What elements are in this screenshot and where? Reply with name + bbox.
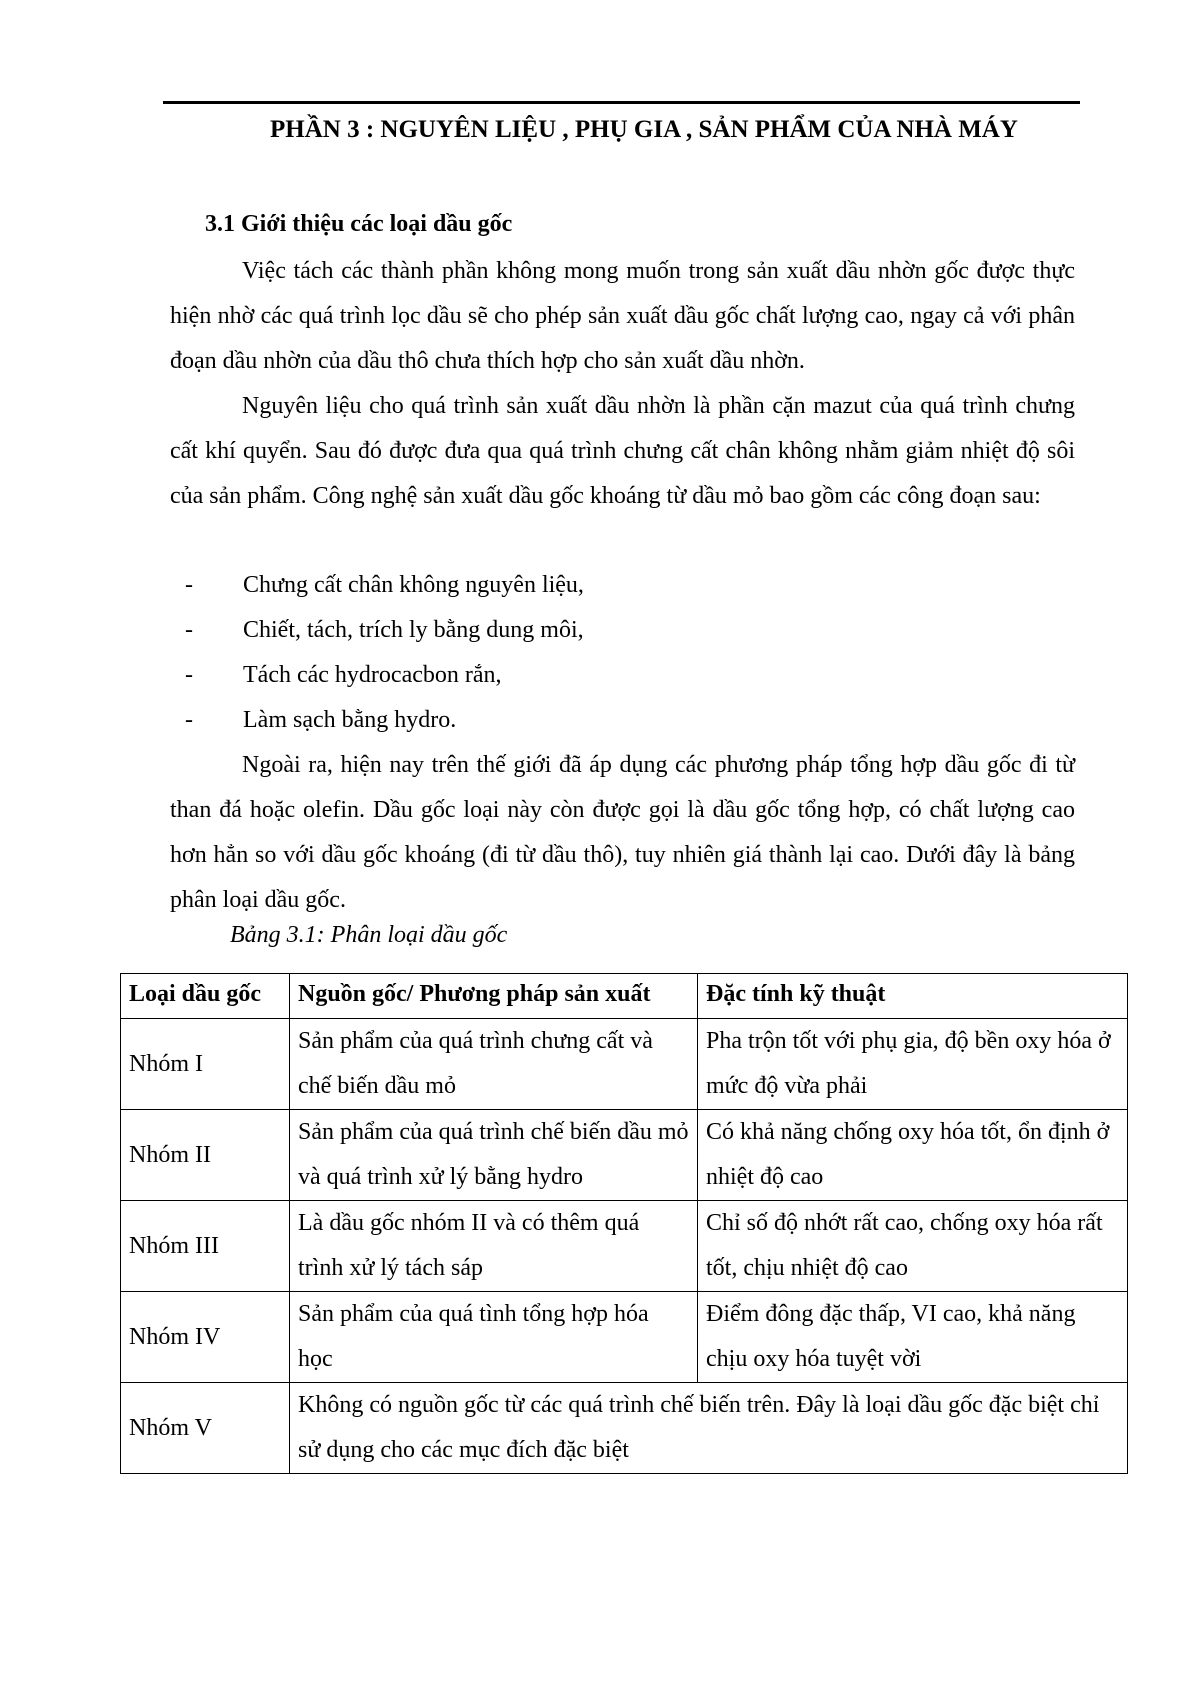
- table-row: [121, 1383, 1128, 1474]
- table-row: [121, 1110, 1128, 1201]
- section-heading: 3.1 Giới thiệu các loại dầu gốc: [205, 211, 513, 237]
- column-header-origin: Nguồn gốc/ Phương pháp sản xuất: [290, 974, 698, 1019]
- list-item-text: Chưng cất chân không nguyên liệu,: [243, 572, 584, 598]
- cell-group: Nhóm V: [121, 1383, 290, 1474]
- cell-properties: Có khả năng chống oxy hóa tốt, ổn định ở nhiệt độ cao: [698, 1110, 1128, 1201]
- cell-group: Nhóm III: [121, 1201, 290, 1292]
- paragraph-2-text: Nguyên liệu cho quá trình sản xuất dầu nhờn là phần cặn mazut của quá trình chưng cất khí quyển. Sau đó được đưa qua quá trình chưng cất chân không nhằm giảm nhiệt độ sôi của sản phẩm. Công nghệ sản xuất dầu gốc khoáng từ dầu mỏ bao gồm các công đoạn sau:: [170, 393, 1075, 509]
- list-marker: -: [185, 707, 193, 733]
- page-title: PHẦN 3 : NGUYÊN LIỆU , PHỤ GIA , SẢN PHẨM CỦA NHÀ MÁY: [270, 116, 1018, 143]
- paragraph-3: [170, 743, 1075, 923]
- process-steps-list: [170, 563, 584, 743]
- list-item: [170, 698, 584, 743]
- paragraph-3-text: Ngoài ra, hiện nay trên thế giới đã áp dụng các phương pháp tổng hợp dầu gốc đi từ than đá hoặc olefin. Dầu gốc loại này còn được gọi là dầu gốc tổng hợp, có chất lượng cao hơn hẳn so với dầu gốc khoáng (đi từ dầu thô), tuy nhiên giá thành lại cao. Dưới đây là bảng phân loại dầu gốc.: [170, 752, 1075, 913]
- header-rule: [163, 101, 1080, 104]
- list-item: [170, 608, 584, 653]
- column-header-type: Loại dầu gốc: [121, 974, 290, 1019]
- table-row: [121, 1201, 1128, 1292]
- column-header-properties: Đặc tính kỹ thuật: [698, 974, 1128, 1019]
- table-header-row: [121, 974, 1128, 1019]
- table-row: [121, 1019, 1128, 1110]
- base-oil-classification-table: [120, 973, 1128, 1474]
- table-caption: Bảng 3.1: Phân loại dầu gốc: [230, 922, 508, 948]
- list-marker: -: [185, 617, 193, 643]
- list-item: [170, 563, 584, 608]
- cell-origin: Sản phẩm của quá trình chế biến dầu mỏ và quá trình xử lý bằng hydro: [290, 1110, 698, 1201]
- cell-group: Nhóm IV: [121, 1292, 290, 1383]
- paragraph-2: [170, 384, 1075, 519]
- table-row: [121, 1292, 1128, 1383]
- cell-properties: Điểm đông đặc thấp, VI cao, khả năng chịu oxy hóa tuyệt vời: [698, 1292, 1128, 1383]
- list-item-text: Tách các hydrocacbon rắn,: [243, 662, 502, 688]
- cell-origin: Sản phẩm của quá tình tổng hợp hóa học: [290, 1292, 698, 1383]
- list-item-text: Chiết, tách, trích ly bằng dung môi,: [243, 617, 584, 643]
- list-item: [170, 653, 584, 698]
- cell-properties: Chỉ số độ nhớt rất cao, chống oxy hóa rất tốt, chịu nhiệt độ cao: [698, 1201, 1128, 1292]
- cell-properties: Pha trộn tốt với phụ gia, độ bền oxy hóa ở mức độ vừa phải: [698, 1019, 1128, 1110]
- list-item-text: Làm sạch bằng hydro.: [243, 707, 457, 733]
- list-marker: -: [185, 662, 193, 688]
- paragraph-1-text: Việc tách các thành phần không mong muốn trong sản xuất dầu nhờn gốc được thực hiện nhờ các quá trình lọc dầu sẽ cho phép sản xuất dầu gốc chất lượng cao, ngay cả với phân đoạn dầu nhờn của dầu thô chưa thích hợp cho sản xuất dầu nhờn.: [170, 258, 1075, 374]
- cell-group: Nhóm II: [121, 1110, 290, 1201]
- paragraph-1: [170, 249, 1075, 384]
- cell-origin: Sản phẩm của quá trình chưng cất và chế biến dầu mỏ: [290, 1019, 698, 1110]
- cell-group: Nhóm I: [121, 1019, 290, 1110]
- cell-origin: Là dầu gốc nhóm II và có thêm quá trình xử lý tách sáp: [290, 1201, 698, 1292]
- list-marker: -: [185, 572, 193, 598]
- cell-origin-merged: Không có nguồn gốc từ các quá trình chế biến trên. Đây là loại dầu gốc đặc biệt chỉ sử dụng cho các mục đích đặc biệt: [290, 1383, 1128, 1474]
